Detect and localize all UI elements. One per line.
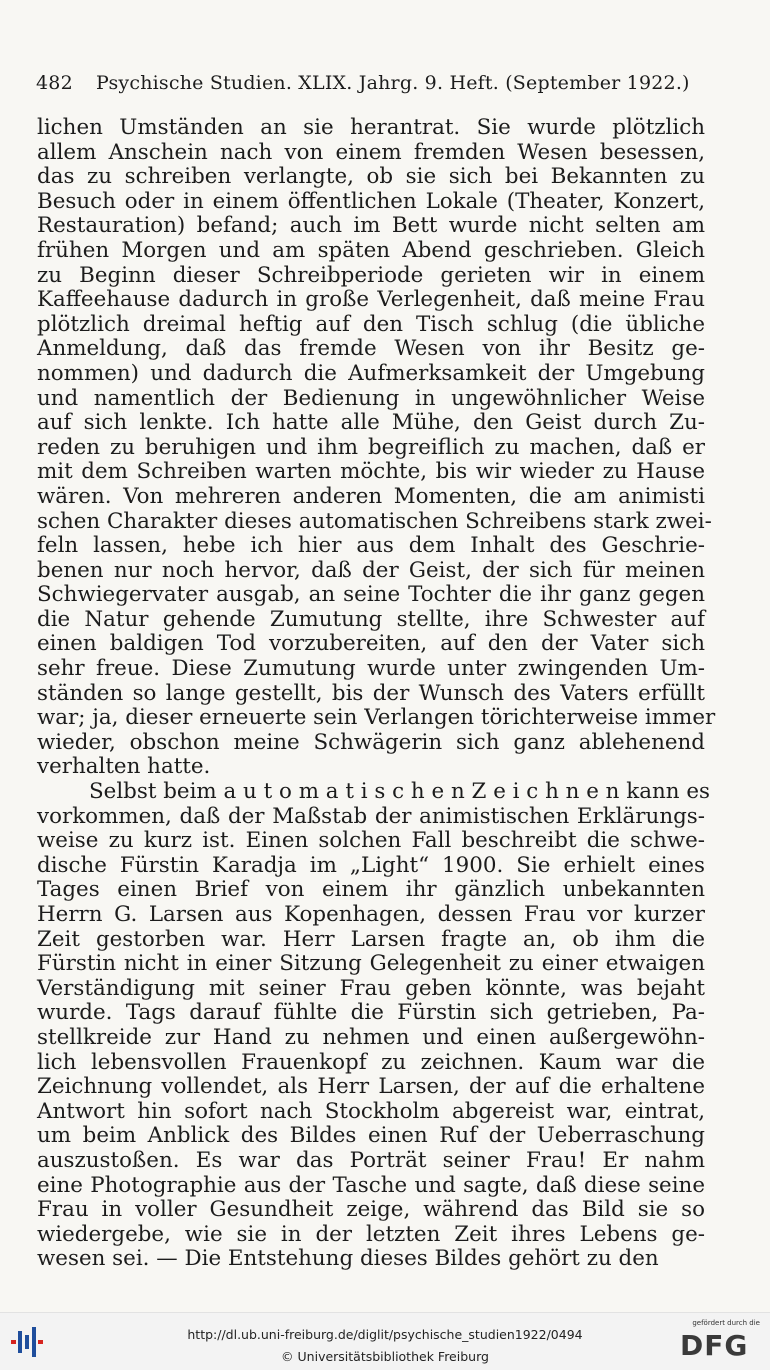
text-line: feln lassen, hebe ich hier aus dem Inhalt des Geschrie- <box>37 533 705 559</box>
text-line: Tages einen Brief von einem ihr gänzlich unbekannten <box>37 877 705 903</box>
text-line: Fürstin nicht in einer Sitzung Gelegenheit zu einer etwaigen <box>37 951 705 977</box>
text-line: zu Beginn dieser Schreibperiode gerieten wir in einem <box>37 262 705 288</box>
text-line: dische Fürstin Karadja im „Light“ 1900. Sie erhielt eines <box>37 852 705 878</box>
text-line: die Natur gehende Zumutung stellte, ihre Schwester auf <box>37 606 705 632</box>
text-line: wurde. Tags darauf fühlte die Fürstin sich getrieben, Pa- <box>37 1000 705 1026</box>
text-line: Verständigung mit seiner Frau geben könnte, was bejaht <box>37 975 705 1001</box>
text-line: lich lebensvollen Frauenkopf zu zeichnen. Kaum war die <box>37 1049 705 1075</box>
text-line: wären. Von mehreren anderen Momenten, die am animisti <box>37 483 705 509</box>
text-line: wesen sei. — Die Entstehung dieses Bildes gehört zu den <box>37 1246 659 1272</box>
text-line: allem Anschein nach von einem fremden Wesen besessen, <box>37 139 705 165</box>
text-line: Herrn G. Larsen aus Kopenhagen, dessen Frau vor kurzer <box>37 902 705 927</box>
text-line: um beim Anblick des Bildes einen Ruf der Ueberraschung <box>37 1123 705 1149</box>
text-line: weise zu kurz ist. Einen solchen Fall beschreibt die schwe- <box>37 828 705 854</box>
text-line: Frau in voller Gesundheit zeige, während das Bild sie so <box>37 1197 705 1223</box>
text-line: lichen Umständen an sie herantrat. Sie wurde plötzlich <box>37 115 705 140</box>
text-line: Zeichnung vollendet, als Herr Larsen, der auf die erhaltene <box>37 1074 705 1100</box>
text-line: Schwiegervater ausgab, an seine Tochter die ihr ganz gegen <box>37 582 705 608</box>
dfg-logo-text: DFG <box>680 1329 749 1362</box>
text-line: und namentlich der Bedienung in ungewöhnlicher Weise <box>37 385 705 411</box>
text-line: war; ja, dieser erneuerte sein Verlangen törichterweise immer <box>37 705 716 731</box>
dfg-logo-icon <box>676 1319 760 1367</box>
running-title: Psychische Studien. XLIX. Jahrg. 9. Heft. (September 1922.) <box>96 72 690 94</box>
text-line: ständen so lange gestellt, bis der Wunsch des Vaters erfüllt <box>37 680 705 706</box>
page-number: 482 <box>36 72 73 94</box>
text-line: Selbst beim a u t o m a t i s c h e n Z e i c h n e n kann es <box>89 779 710 805</box>
text-line: reden zu beruhigen und ihm begreiflich zu machen, daß er <box>37 434 705 460</box>
text-line: sehr freue. Diese Zumutung wurde unter zwingenden Um- <box>37 656 705 682</box>
viewer-footer <box>0 1312 770 1370</box>
funding-note: gefördert durch die <box>692 1319 760 1327</box>
source-url[interactable]: http://dl.ub.uni-freiburg.de/diglit/psychische_studien1922/0494 <box>187 1327 583 1342</box>
text-line: Anmeldung, daß das fremde Wesen von ihr Besitz ge- <box>37 336 705 362</box>
text-line: schen Charakter dieses automatischen Schreibens stark zwei- <box>37 508 712 534</box>
text-line: eine Photographie aus der Tasche und sagte, daß diese seine <box>37 1172 705 1198</box>
text-line: wieder, obschon meine Schwägerin sich ganz ablehenend <box>37 729 705 755</box>
text-line: wiedergebe, wie sie in der letzten Zeit ihres Lebens ge- <box>37 1221 705 1247</box>
text-line: Zeit gestorben war. Herr Larsen fragte an, ob ihm die <box>37 926 705 952</box>
text-line: vorkommen, daß der Maßstab der animistischen Erklärungs- <box>37 803 705 829</box>
text-line: auf sich lenkte. Ich hatte alle Mühe, den Geist durch Zu- <box>37 410 705 436</box>
text-line: Antwort hin sofort nach Stockholm abgereist war, eintrat, <box>37 1098 705 1124</box>
text-line: Besuch oder in einem öffentlichen Lokale (Theater, Konzert, <box>37 188 705 214</box>
text-line: mit dem Schreiben warten möchte, bis wir wieder zu Hause <box>37 459 705 485</box>
text-line: nommen) und dadurch die Aufmerksamkeit der Umgebung <box>37 360 705 386</box>
text-line: das zu schreiben verlangte, ob sie sich bei Bekannten zu <box>37 164 705 190</box>
text-line: Restauration) befand; auch im Bett wurde nicht selten am <box>37 213 705 239</box>
copyright-notice: © Universitätsbibliothek Freiburg <box>281 1349 489 1364</box>
text-line: auszustoßen. Es war das Porträt seiner Frau! Er nahm <box>37 1147 705 1173</box>
text-line: benen nur noch hervor, daß der Geist, der sich für meinen <box>37 557 705 583</box>
text-line: einen baldigen Tod vorzubereiten, auf den der Vater sich <box>37 631 705 657</box>
body-text <box>37 115 716 1272</box>
text-line: frühen Morgen und am späten Abend geschrieben. Gleich <box>37 237 705 263</box>
text-line: plötzlich dreimal heftig auf den Tisch schlug (die übliche <box>37 311 705 337</box>
running-header <box>36 72 736 94</box>
text-line: Kaffeehause dadurch in große Verlegenheit, daß meine Frau <box>37 287 705 313</box>
text-line: stellkreide zur Hand zu nehmen und einen außergewöhn- <box>37 1024 705 1050</box>
text-line: verhalten hatte. <box>37 754 211 780</box>
